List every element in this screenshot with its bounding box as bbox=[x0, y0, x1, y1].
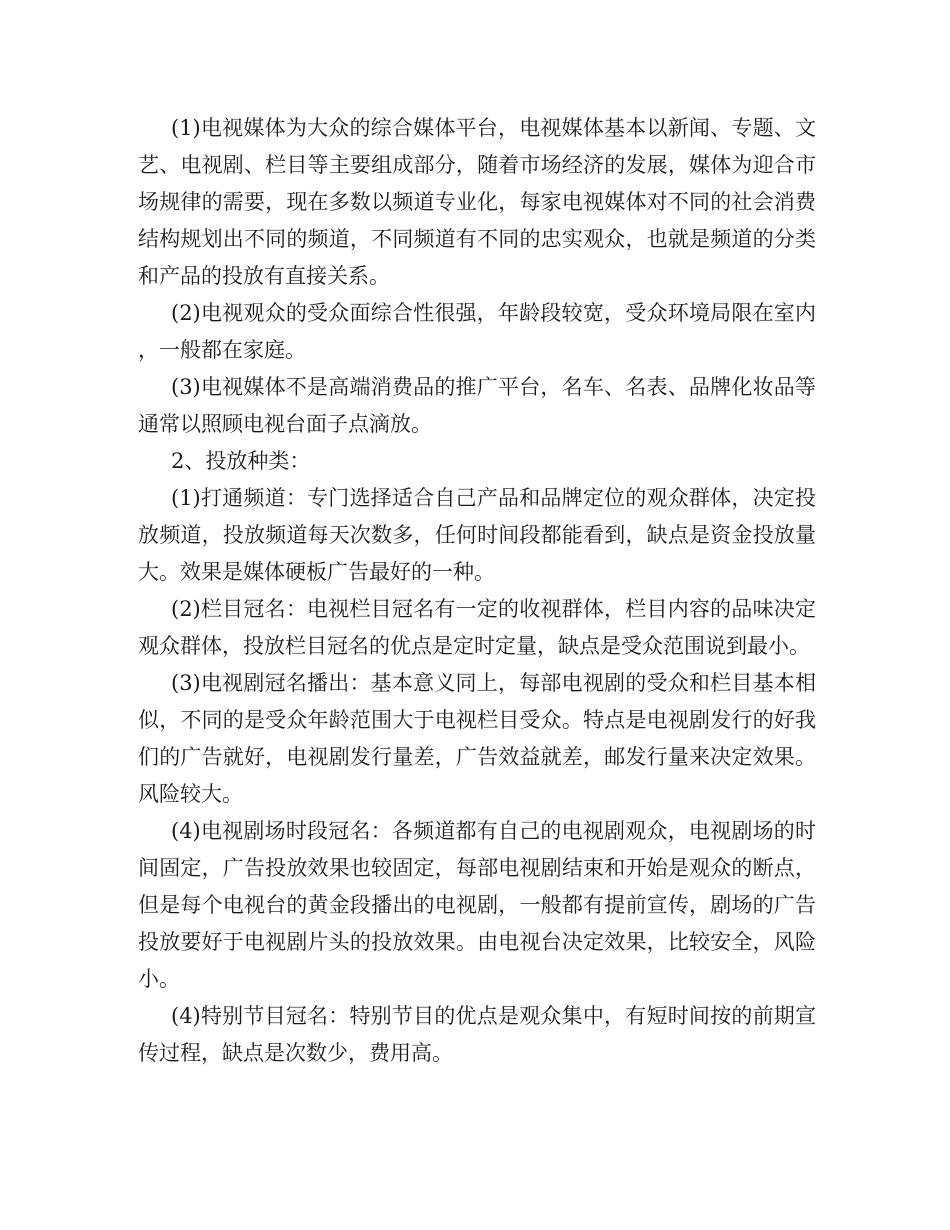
paragraph-not-high-end: (3)电视媒体不是高端消费品的推广平台，名车、名表、品牌化妆品等通常以照顾电视台面子点滴放。 bbox=[138, 375, 816, 436]
paragraph-open-channel: (1)打通频道：专门选择适合自己产品和品牌定位的观众群体，决定投放频道，投放频道每天次数多，任何时间段都能看到，缺点是资金投放量大。效果是媒体硬板广告最好的一种。 bbox=[138, 486, 816, 584]
document-body bbox=[138, 110, 816, 1072]
paragraph-program-sponsorship: (2)栏目冠名：电视栏目冠名有一定的收视群体，栏目内容的品味决定观众群体，投放栏目冠名的优点是定时定量，缺点是受众范围说到最小。 bbox=[138, 597, 816, 658]
paragraph-drama-sponsorship: (3)电视剧冠名播出：基本意义同上，每部电视剧的受众和栏目基本相似，不同的是受众年龄范围大于电视栏目受众。特点是电视剧发行的好我们的广告就好，电视剧发行量差，广告效益就差，邮发行量来决定效果。风险较大。 bbox=[138, 671, 816, 806]
paragraph-special-program-sponsorship: (4)特别节目冠名：特别节目的优点是观众集中，有短时间按的前期宣传过程，缺点是次数少，费用高。 bbox=[138, 1004, 816, 1065]
paragraph-tv-audience: (2)电视观众的受众面综合性很强，年龄段较宽，受众环境局限在室内，一般都在家庭。 bbox=[138, 301, 816, 362]
paragraph-drama-slot-sponsorship: (4)电视剧场时段冠名：各频道都有自己的电视剧观众，电视剧场的时间固定，广告投放效果也较固定，每部电视剧结束和开始是观众的断点，但是每个电视台的黄金段播出的电视剧，一般都有提前宣传，剧场的广告投放要好于电视剧片头的投放效果。由电视台决定效果，比较安全，风险小。 bbox=[138, 819, 816, 991]
section-heading-placement-types: 2、投放种类： bbox=[171, 449, 311, 473]
paragraph-tv-media-platform: (1)电视媒体为大众的综合媒体平台，电视媒体基本以新闻、专题、文艺、电视剧、栏目等主要组成部分，随着市场经济的发展，媒体为迎合市场规律的需要，现在多数以频道专业化，每家电视媒体对不同的社会消费结构规划出不同的频道，不同频道有不同的忠实观众，也就是频道的分类和产品的投放有直接关系。 bbox=[138, 116, 816, 288]
